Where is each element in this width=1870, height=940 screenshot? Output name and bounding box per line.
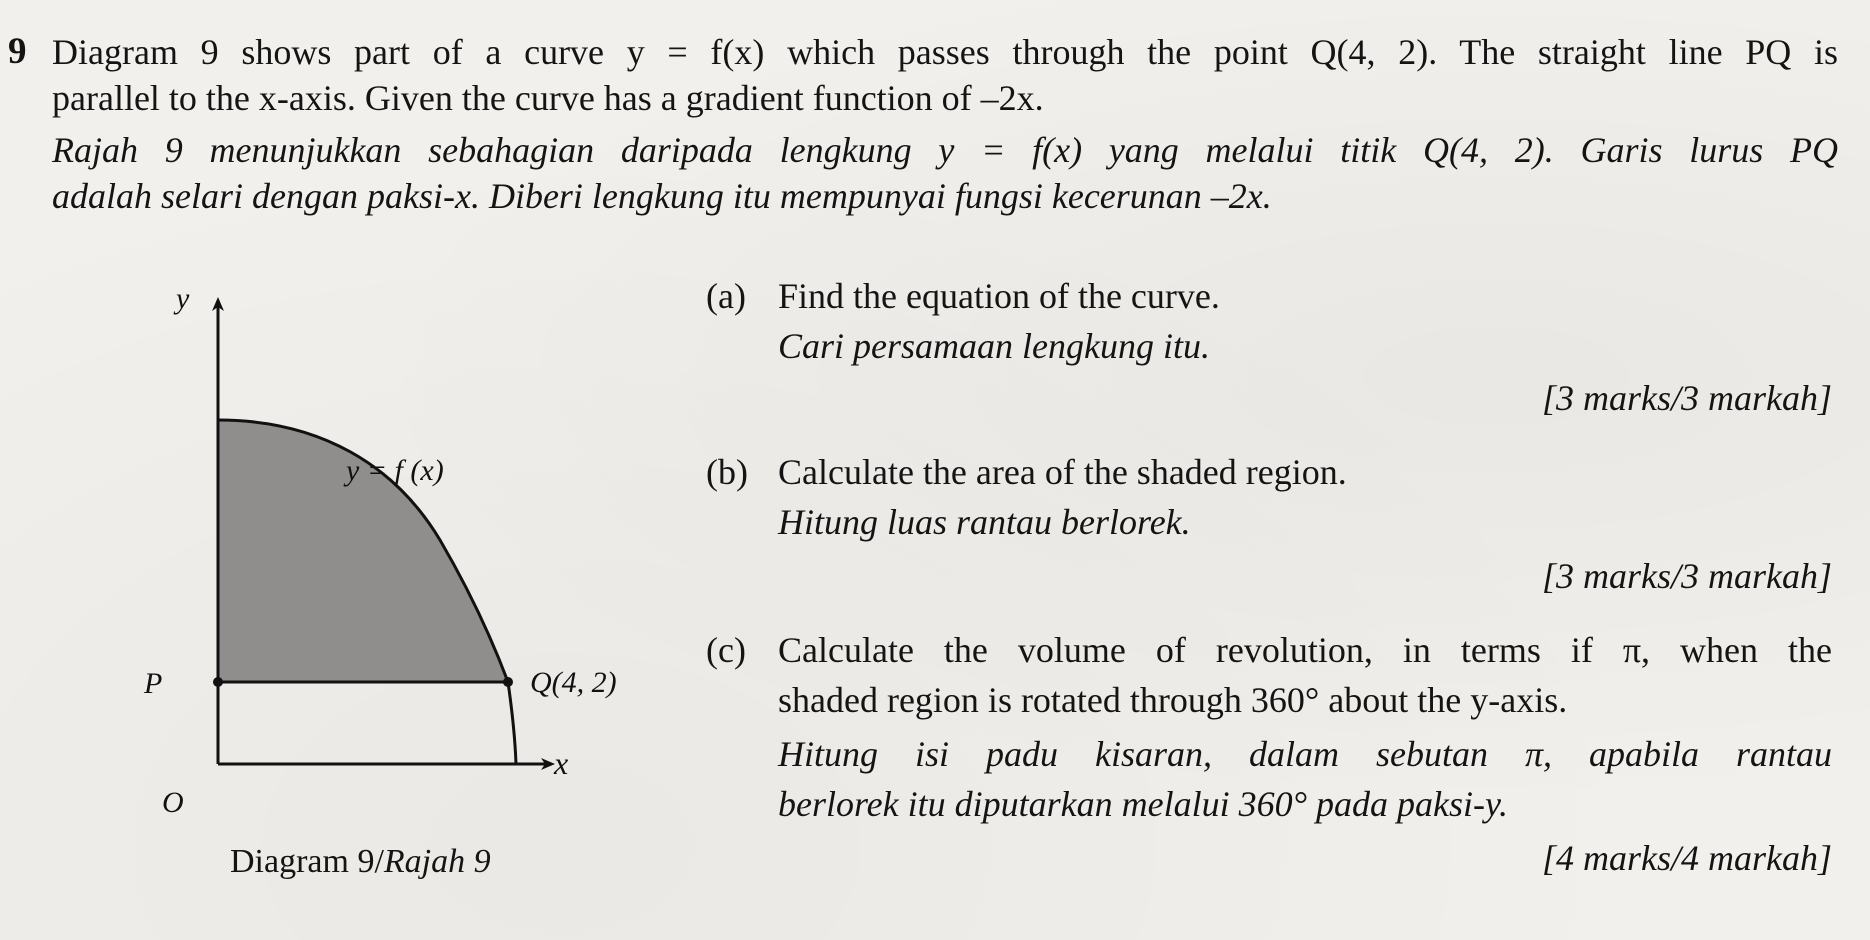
part-c-text-ms-line-1: Hitung isi padu kisaran, dalam sebutan π, apabila rantau — [778, 734, 1832, 774]
part-b-text-en: Calculate the area of the shaded region. — [778, 452, 1347, 492]
question-number: 9 — [8, 31, 27, 72]
point-q-label: Q(4, 2) — [530, 666, 617, 699]
part-b-text-ms: Hitung luas rantau berlorek. — [778, 502, 1191, 542]
x-axis-label: x — [554, 745, 569, 781]
part-a-marks: [3 marks/3 markah] — [1541, 378, 1832, 418]
stem-ms-line-2: adalah selari dengan paksi-x. Diberi lengkung itu mempunyai fungsi kecerunan –2x. — [52, 176, 1272, 216]
part-c-marks: [4 marks/4 markah] — [1541, 838, 1832, 878]
stem-en-line-1: Diagram 9 shows part of a curve y = f(x) which passes through the point Q(4, 2). The straight line PQ is — [52, 32, 1838, 72]
part-b-label: (b) — [706, 452, 748, 492]
part-b-marks: [3 marks/3 markah] — [1541, 556, 1832, 596]
stem-en-line-2: parallel to the x-axis. Given the curve has a gradient function of –2x. — [52, 78, 1044, 118]
part-c-text-en-line-2: shaded region is rotated through 360° about the y-axis. — [778, 680, 1568, 720]
part-c-text-ms-line-2: berlorek itu diputarkan melalui 360° pada paksi-y. — [778, 784, 1508, 824]
stem-ms-line-1: Rajah 9 menunjukkan sebahagian daripada lengkung y = f(x) yang melalui titik Q(4, 2). Garis lurus PQ — [52, 130, 1838, 170]
diagram-9 — [144, 280, 780, 920]
point-q-marker — [503, 677, 513, 687]
origin-label: O — [162, 786, 184, 819]
part-c-label: (c) — [706, 630, 746, 670]
part-a-text-en: Find the equation of the curve. — [778, 276, 1220, 316]
y-axis-label: y — [176, 282, 190, 315]
part-a-label: (a) — [706, 276, 746, 316]
point-p-marker — [213, 677, 223, 687]
point-p-label: P — [144, 667, 163, 700]
part-c-text-en-line-1: Calculate the volume of revolution, in terms if π, when the — [778, 630, 1832, 670]
diagram-caption: Diagram 9/Rajah 9 — [230, 843, 491, 880]
curve-label: y = f (x) — [346, 454, 444, 487]
part-a-text-ms: Cari persamaan lengkung itu. — [778, 326, 1210, 366]
